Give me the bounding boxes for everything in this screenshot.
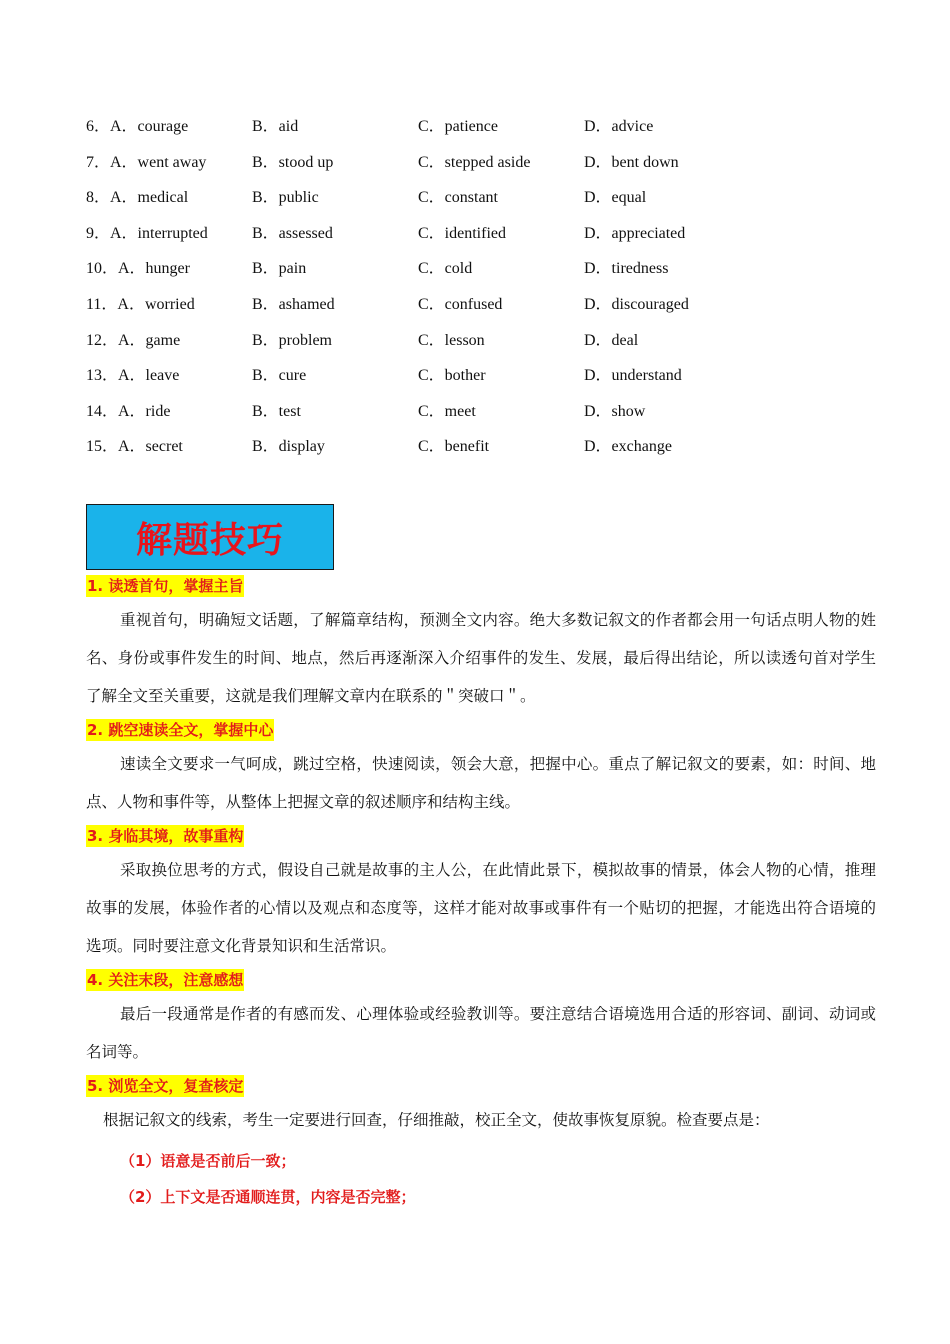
tip-block [86, 825, 876, 965]
option-c: C．confused [418, 295, 503, 313]
option-d: D．bent down [584, 153, 679, 171]
option-b: B．public [252, 189, 319, 207]
option-a: 14．A．ride [86, 402, 171, 420]
option-d: D．tiredness [584, 260, 669, 278]
option-b: B．stood up [252, 153, 334, 171]
option-d: D．discouraged [584, 295, 689, 313]
tip-paragraph: 根据记叙文的线索，考生一定要进行回查，仔细推敲，校正全文，使故事恢复原貌。检查要点是： [103, 1111, 770, 1129]
option-c: C．meet [418, 402, 476, 420]
tip-block [86, 1075, 876, 1215]
option-c: C．benefit [418, 438, 490, 456]
option-d: D．understand [584, 367, 682, 385]
option-b: B．assessed [252, 224, 333, 242]
tip-heading: 3. 身临其境，故事重构 [87, 827, 244, 845]
option-a: 7．A．went away [86, 153, 207, 171]
option-a: 6．A．courage [86, 118, 189, 135]
option-d: D．equal [584, 189, 647, 207]
option-row [86, 150, 786, 186]
tip-block [86, 719, 876, 821]
option-c: C．stepped aside [418, 153, 531, 171]
option-c: C．lesson [418, 331, 485, 349]
option-c: C．cold [418, 260, 473, 278]
section-banner [86, 504, 334, 570]
tip-block [86, 969, 876, 1071]
option-d: D．show [584, 402, 646, 420]
option-b: B．problem [252, 331, 332, 349]
tip-heading: 2. 跳空速读全文，掌握中心 [87, 721, 274, 739]
option-d: D．advice [584, 118, 654, 135]
option-c: C．bother [418, 367, 486, 385]
option-b: B．pain [252, 260, 307, 278]
answer-options-table [86, 114, 786, 470]
tip-paragraph: 速读全文要求一气呵成，跳过空格，快速阅读，领会大意，把握中心。重点了解记叙文的要素，如：时间、地点、人物和事件等，从整体上把握文章的叙述顺序和结构主线。 [86, 755, 876, 811]
option-b: B．ashamed [252, 295, 335, 313]
option-b: B．aid [252, 118, 299, 135]
option-a: 10．A．hunger [86, 260, 190, 278]
tips-section [86, 575, 876, 1215]
option-c: C．constant [418, 189, 498, 207]
option-d: D．exchange [584, 438, 672, 456]
tip-paragraph: 采取换位思考的方式，假设自己就是故事的主人公，在此情此景下，模拟故事的情景，体会人物的心情，推理故事的发展，体验作者的心情以及观点和态度等，这样才能对故事或事件有一个贴切的把握，才能选出符合语境的选项。同时要注意文化背景知识和生活常识。 [86, 861, 876, 955]
check-point-item: （1）语意是否前后一致； [120, 1152, 296, 1170]
option-b: B．cure [252, 367, 307, 385]
tip-heading: 4. 关注末段，注意感想 [87, 971, 244, 989]
option-row [86, 363, 786, 399]
option-a: 15．A．secret [86, 438, 183, 456]
tip-heading: 1. 读透首句，掌握主旨 [87, 577, 244, 595]
tip-heading: 5. 浏览全文，复查核定 [87, 1077, 244, 1095]
option-b: B．display [252, 438, 325, 456]
option-row [86, 434, 786, 470]
option-c: C．identified [418, 224, 506, 242]
option-row [86, 292, 786, 328]
option-row [86, 221, 786, 257]
tip-paragraph: 最后一段通常是作者的有感而发、心理体验或经验教训等。要注意结合语境选用合适的形容词、副词、动词或名词等。 [86, 1005, 876, 1061]
tip-paragraph: 重视首句，明确短文话题，了解篇章结构，预测全文内容。绝大多数记叙文的作者都会用一句话点明人物的姓名、身份或事件发生的时间、地点，然后再逐渐深入介绍事件的发生、发展，最后得出结论，所以读透句首对学生了解全文至关重要，这就是我们理解文章内在联系的＂突破口＂。 [86, 611, 876, 705]
option-row [86, 185, 786, 221]
option-b: B．test [252, 402, 301, 420]
option-row [86, 328, 786, 364]
option-a: 9．A．interrupted [86, 224, 208, 242]
option-d: D．deal [584, 331, 639, 349]
option-a: 13．A．leave [86, 367, 180, 385]
tip-block [86, 575, 876, 715]
check-point-item: （2）上下文是否通顺连贯，内容是否完整； [120, 1188, 416, 1206]
option-a: 12．A．game [86, 331, 181, 349]
option-row [86, 114, 786, 150]
option-c: C．patience [418, 118, 498, 135]
option-d: D．appreciated [584, 224, 686, 242]
option-a: 8．A．medical [86, 189, 189, 207]
section-banner-title: 解题技巧 [135, 519, 284, 561]
option-row [86, 256, 786, 292]
option-a: 11．A．worried [86, 295, 195, 313]
option-row [86, 399, 786, 435]
